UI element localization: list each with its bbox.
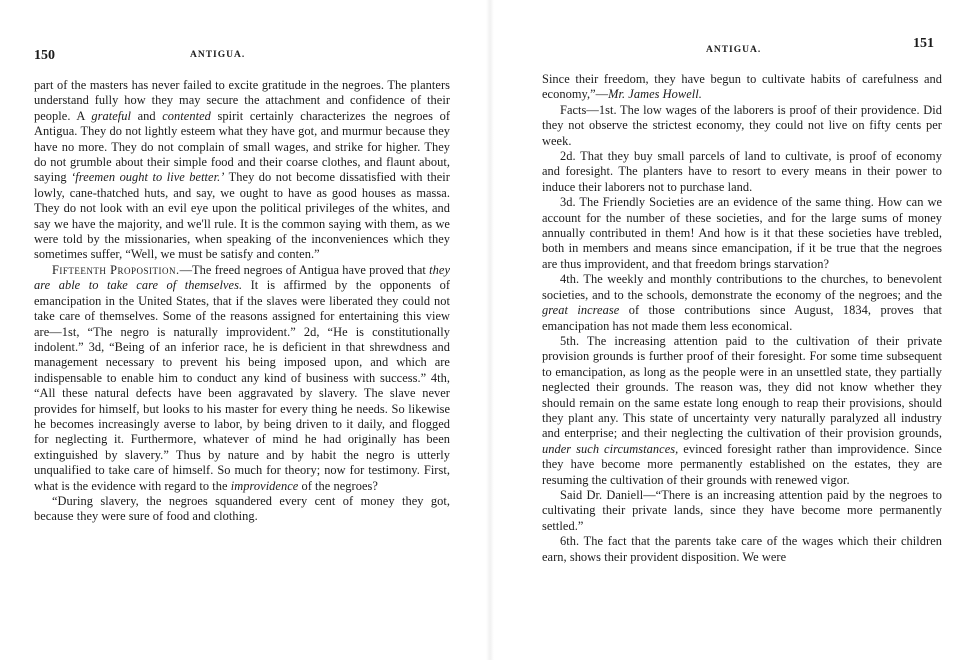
paragraph: [542, 272, 942, 334]
paragraph-text: 6th. The fact that the parents take care of the wages which their children earn, shows their provident disposition. We were: [542, 534, 942, 564]
paragraph-text: spirit certainly characterizes the negroes of Antigua. They do not lightly esteem what they have got, and murmur because they have no more. They do not complain of small wages, and strike for higher. They do not grumble about their simple food and their coarse clothes, and flaunt about, saying: [34, 108, 451, 185]
paragraph-text: Said Dr. Daniell—“There is an increasing attention paid by the negroes to cultivating their private lands, since they have become more permanently settled.”: [542, 487, 942, 533]
paragraph-text: of the negroes?: [298, 478, 378, 493]
small-caps-heading: Fifteenth Proposition.: [52, 262, 180, 277]
paragraph-text: 4th. The weekly and monthly contributions to the churches, to benevolent societies, and to the schools, demonstrate the economy of the negroes; and the: [542, 272, 942, 302]
paragraph: [542, 149, 942, 195]
paragraph: [34, 494, 450, 525]
paragraph-text: 5th. The increasing attention paid to the cultivation of their private provision grounds is further proof of their foresight. For some time subsequent to emancipation, as long as the people were in an unsettled state, they partially neglected their grounds. The reason was, they did not know whether they should remain on the same estate long enough to reap their provisions, should they plant any. This state of uncertainty very naturally paralyzed all industry and enterprise; and their neglecting the cultivation of their provision grounds,: [542, 333, 942, 441]
paragraph-text: 2d. That they buy small parcels of land to cultivate, is proof of economy and foresight. The planters have to resort to every means in their power to induce their laborers not to purchase land.: [542, 149, 942, 194]
italic-text: improvidence: [230, 478, 299, 493]
paragraph: [34, 78, 450, 263]
paragraph: [542, 195, 942, 272]
italic-text: contented: [162, 108, 211, 123]
italic-text: ‘freemen ought to live better.’: [71, 170, 225, 185]
paragraph: [34, 263, 450, 494]
paragraph-text: 3d. The Friendly Societies are an evidence of the same thing. How can we account for the number of these societies, and for the large sums of money annually contributed in them! And how is it that these societies have trebled, both in members and means since emancipation, if it be true that the negroes are thus improvident, and that freedom brings starvation?: [542, 195, 942, 271]
paragraph: [542, 488, 942, 534]
left-page-number: 150: [34, 48, 55, 63]
paragraph-text: and: [130, 108, 163, 123]
italic-text: they are able to take care of themselves.: [34, 262, 450, 293]
paragraph: [542, 334, 942, 488]
paragraph-text: Since their freedom, they have begun to cultivate habits of carefulness and economy,”—: [542, 72, 942, 102]
right-page: [490, 0, 980, 660]
paragraph-text: part of the masters has never failed to excite gratitude in the negroes. The planters understand fully how they may secure the attachment and confidence of their people. A: [34, 78, 450, 123]
right-running-title: ANTIGUA.: [706, 45, 762, 55]
paragraph-text: They do not become dissatisfied with their lowly, cane-thatched huts, and say, we ought to have as good houses as massa. They do not look with an evil eye upon the political privileges of the whites, and say we have the majority, and we'll rule. It is the common saying with them, as we were told by the missionaries, when speaking of the inconveniences which they sometimes suffer, “Well, we must be satisfy and conten.”: [34, 170, 450, 262]
paragraph-text: Facts—1st. The low wages of the laborers is proof of their providence. Did they not observe the strictest economy, they could not live on fifty cents per week.: [542, 102, 942, 148]
italic-text: under such circumstances,: [542, 441, 679, 456]
paragraph-text: It is affirmed by the opponents of emancipation in the United States, that if the slaves were liberated they could not take care of themselves. Some of the reasons assigned for entertaining this view are—1st, “The negro is naturally improvident.” 2d, “He is constitutionally indolent.” 3d, “Being of an inferior race, he is deficient in that shrewdness and management necessary to prevent his being imposed upon, and which are indispensable to enable him to conduct any kind of business with success.” 4th, “All these natural defects have been aggravated by slavery. The slave never provides for himself, but looks to his master for every thing he needs. So likewise he becomes increasingly averse to labor, by being driven to it daily, and flogged for neglecting it. Furthermore, whatever of mind he had originally has been extinguished by slavery.” Thus by nature and by habit the negro is utterly unqualified to take care of himself. So much for theory; now for testimony. First, what is the evidence with regard to the: [34, 278, 450, 493]
paragraph-text: evinced foresight rather than improvidence. Since they have become more permanently established on the estates, they are resuming the cultivation of their grounds with renewed vigor.: [542, 441, 942, 487]
paragraph-text: “During slavery, the negroes squandered every cent of money they got, because they were sure of food and clothing.: [34, 493, 450, 524]
italic-text: great increase: [542, 303, 620, 318]
left-running-head: [34, 48, 450, 66]
paragraph: [542, 72, 942, 103]
right-body-text: [542, 72, 942, 565]
right-page-number: 151: [913, 36, 934, 51]
left-body-text: [34, 78, 450, 525]
paragraph-text: of those contributions since August, 1834, proves that emancipation has not made them less economical.: [542, 303, 942, 333]
paragraph: [542, 534, 942, 565]
italic-text: Mr. James Howell.: [608, 87, 702, 102]
paragraph-text: —The freed negroes of Antigua have proved that: [179, 262, 430, 277]
paragraph: [542, 103, 942, 149]
right-running-head: [542, 38, 942, 56]
left-running-title: ANTIGUA.: [190, 50, 246, 60]
italic-text: grateful: [91, 108, 131, 123]
